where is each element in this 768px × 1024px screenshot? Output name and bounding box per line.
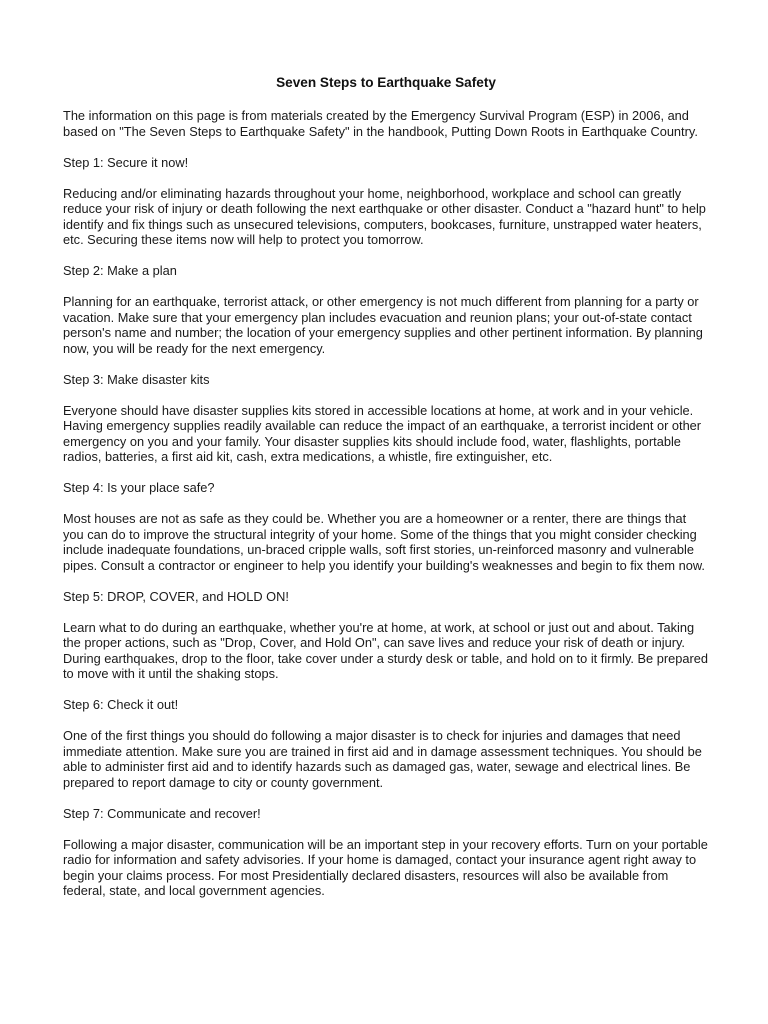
step-3-section xyxy=(63,372,709,465)
step-3-body: Everyone should have disaster supplies kits stored in accessible locations at home, at work and in your vehicle. Having emergency supplies readily available can reduce the impact of an earthquake, a terrorist incident or other emergency on you and your family. Your disaster supplies kits should include food, water, flashlights, portable radios, batteries, a first aid kit, cash, extra medications, a whistle, fire extinguisher, etc. xyxy=(63,402,702,464)
step-2-heading: Step 2: Make a plan xyxy=(63,263,177,278)
step-1-section xyxy=(63,155,709,248)
step-7-section xyxy=(63,806,709,899)
step-6-heading: Step 6: Check it out! xyxy=(63,697,179,712)
step-5-heading: Step 5: DROP, COVER, and HOLD ON! xyxy=(63,588,289,604)
step-4-body: Most houses are not as safe as they could be. Whether you are a homeowner or a renter, there are things that you can do to improve the structural integrity of your home. Some of the things that you might consider checking include inadequate foundations, un-braced cripple walls, soft first stories, un-reinforced masonry and vulnerable pipes. Consult a contractor or engineer to help you identify your building's weaknesses and begin to fix them now. xyxy=(63,511,705,573)
step-2-body: Planning for an earthquake, terrorist attack, or other emergency is not much different from planning for a party or vacation. Make sure that your emergency plan includes evacuation and reunion plans; your out-of-state contact person's name and number; the location of your emergency supplies and other pertinent information. By planning now, you will be ready for the next emergency. xyxy=(63,294,703,356)
step-5-body: Learn what to do during an earthquake, whether you're at home, at work, at school or just out and about. Taking the proper actions, such as "Drop, Cover, and Hold On", can save lives and reduce your risk of death or injury. During earthquakes, drop to the floor, take cover under a sturdy desk or table, and hold on to it firmly. Be prepared to move with it until the shaking stops. xyxy=(63,619,708,681)
step-6-body: One of the first things you should do following a major disaster is to check for injuries and damages that need immediate attention. Make sure you are trained in first aid and in damage assessment techniques. You should be able to administer first aid and to identify hazards such as damaged gas, water, sewage and electrical lines. Be prepared to report damage to city or county government. xyxy=(63,728,702,790)
document-title: Seven Steps to Earthquake Safety xyxy=(276,75,496,90)
step-3-heading: Step 3: Make disaster kits xyxy=(63,371,210,387)
step-1-heading: Step 1: Secure it now! xyxy=(63,154,189,170)
step-4-heading: Step 4: Is your place safe? xyxy=(63,480,215,495)
intro-paragraph: The information on this page is from materials created by the Emergency Survival Program (ESP) in 2006, and based on "The Seven Steps to Earthquake Safety" in the handbook, Putting Down Roots in Earthquake Country. xyxy=(63,108,698,139)
step-7-body: Following a major disaster, communication will be an important step in your recovery efforts. Turn on your portable radio for information and safety advisories. If your home is damaged, contact your insurance agent right away to begin your claims process. For most Presidentially declared disasters, resources will also be available from federal, state, and local government agencies. xyxy=(63,836,708,898)
step-6-section xyxy=(63,697,709,790)
step-2-section xyxy=(63,263,709,356)
step-4-section xyxy=(63,480,709,573)
document-content xyxy=(63,74,709,914)
step-7-heading: Step 7: Communicate and recover! xyxy=(63,805,261,821)
step-1-body: Reducing and/or eliminating hazards throughout your home, neighborhood, workplace and school can greatly reduce your risk of injury or death following the next earthquake or other disaster. Conduct a "hazard hunt" to help identify and fix things such as unsecured televisions, computers, bookcases, furniture, unstrapped water heaters, etc. Securing these items now will help to protect you tomorrow. xyxy=(63,185,706,247)
step-5-section xyxy=(63,589,709,682)
